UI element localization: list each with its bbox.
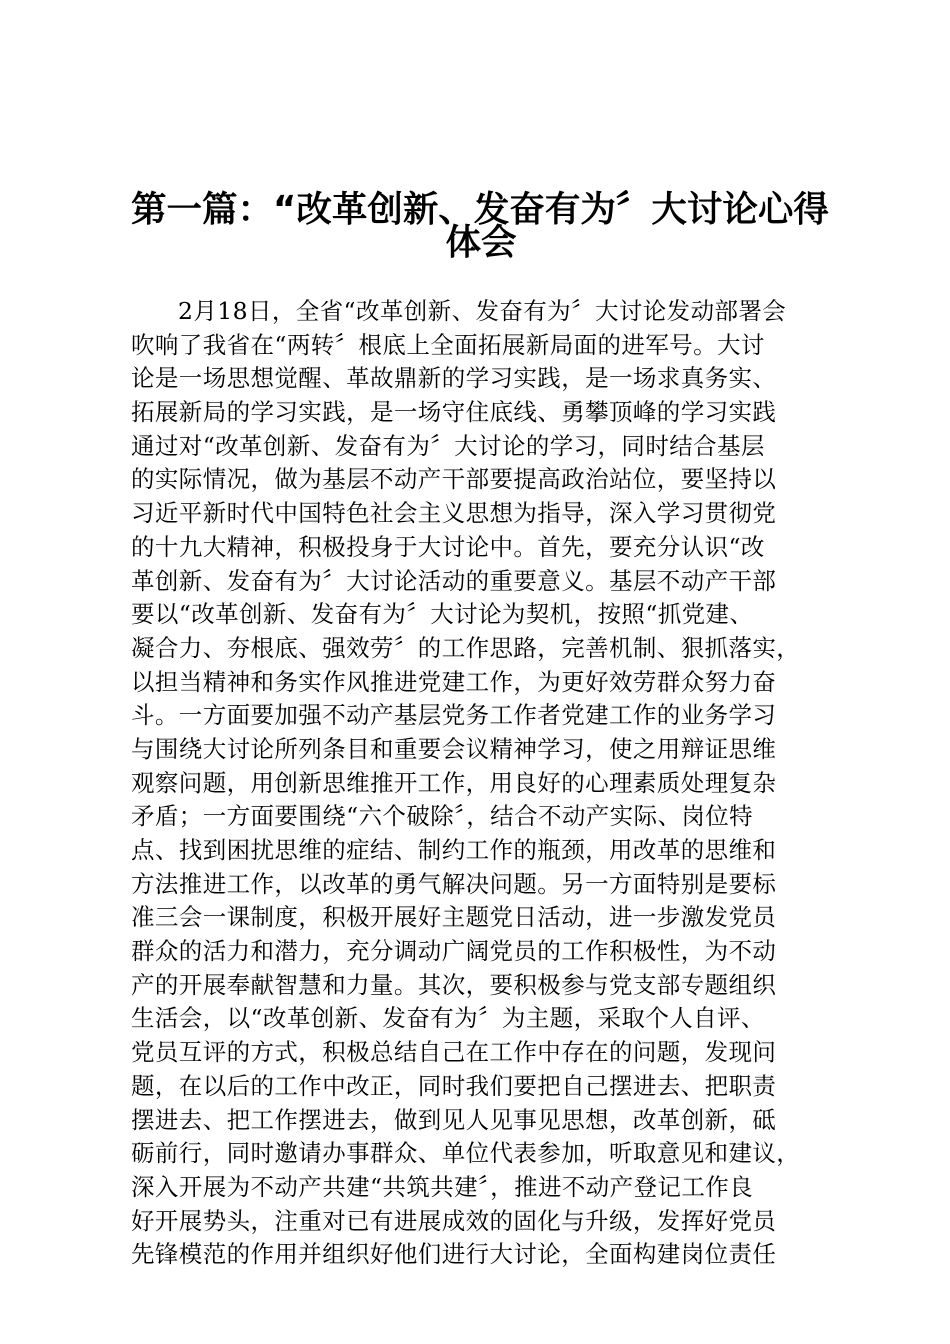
body-text-line: 习近平新时代中国特色社会主义思想为指导，深入学习贯彻党 <box>131 499 777 528</box>
body-text-line: 吹响了我省在“两转〞根底上全面拓展新局面的进军号。大讨 <box>131 330 765 359</box>
body-text-line: 摆进去、把工作摆进去，做到见人见事见思想，改革创新，砥 <box>131 1105 777 1134</box>
body-text-line: 深入开展为不动产共建“共筑共建〞，推进不动产登记工作良 <box>131 1172 754 1201</box>
body-text-line: 题，在以后的工作中改正，同时我们要把自己摆进去、把职责 <box>131 1071 777 1100</box>
body-text-line: 通过对“改革创新、发奋有为〞大讨论的学习，同时结合基层 <box>131 431 765 460</box>
body-text-line: 2月18日，全省“改革创新、发奋有为〞大讨论发动部署会 <box>178 297 787 325</box>
body-text-line: 方法推进工作，以改革的勇气解决问题。另一方面特别是要标 <box>131 869 777 898</box>
body-text-line: 准三会一课制度，积极开展好主题党日活动，进一步激发党员 <box>131 903 777 932</box>
body-text-line: 以担当精神和务实作风推进党建工作，为更好效劳群众努力奋 <box>131 667 777 696</box>
body-text-line: 先锋模范的作用并组织好他们进行大讨论，全面构建岗位责任 <box>131 1240 777 1269</box>
body-text-line: 党员互评的方式，积极总结自己在工作中存在的问题，发现问 <box>131 1038 777 1067</box>
body-text-line: 拓展新局的学习实践，是一场守住底线、勇攀顶峰的学习实践 <box>131 398 777 427</box>
body-text-line: 矛盾；一方面要围绕“六个破除〞，结合不动产实际、岗位特 <box>131 802 754 831</box>
document-body <box>131 295 837 1272</box>
body-text-line: 凝合力、夯根底、强效劳〞的工作思路，完善机制、狠抓落实， <box>131 633 801 662</box>
body-text-line: 革创新、发奋有为〞大讨论活动的重要意义。基层不动产干部 <box>131 566 777 595</box>
body-text-line: 的十九大精神，积极投身于大讨论中。首先，要充分认识“改 <box>131 532 765 561</box>
body-text-line: 要以“改革创新、发奋有为〞大讨论为契机，按照“抓党建、 <box>131 600 754 629</box>
body-text-line: 观察问题，用创新思维推开工作，用良好的心理素质处理复杂 <box>131 768 777 797</box>
document-title-line-2: 体会 <box>445 222 517 263</box>
body-text-line: 生活会，以“改革创新、发奋有为〞为主题，采取个人自评、 <box>131 1004 765 1033</box>
body-text-line: 好开展势头，注重对已有进展成效的固化与升级，发挥好党员 <box>131 1206 777 1235</box>
body-text-line: 斗。一方面要加强不动产基层党务工作者党建工作的业务学习 <box>131 701 777 730</box>
body-text-line: 的实际情况，做为基层不动产干部要提高政治站位，要坚持以 <box>131 465 777 494</box>
body-text-line: 点、找到困扰思维的症结、制约工作的瓶颈，用改革的思维和 <box>131 836 777 864</box>
body-text-line: 砺前行，同时邀请办事群众、单位代表参加，听取意见和建议， <box>131 1139 801 1168</box>
document-title-line-1: 第一篇：“改革创新、发奋有为〞大讨论心得 <box>131 189 829 230</box>
body-text-line: 论是一场思想觉醒、革故鼎新的学习实践，是一场求真务实、 <box>131 364 777 393</box>
body-text-line: 产的开展奉献智慧和力量。其次，要积极参与党支部专题组织 <box>131 970 777 999</box>
body-text-line: 群众的活力和潜力，充分调动广阔党员的工作积极性，为不动 <box>131 937 777 966</box>
body-text-line: 与围绕大讨论所列条目和重要会议精神学习，使之用辩证思维 <box>131 734 777 763</box>
